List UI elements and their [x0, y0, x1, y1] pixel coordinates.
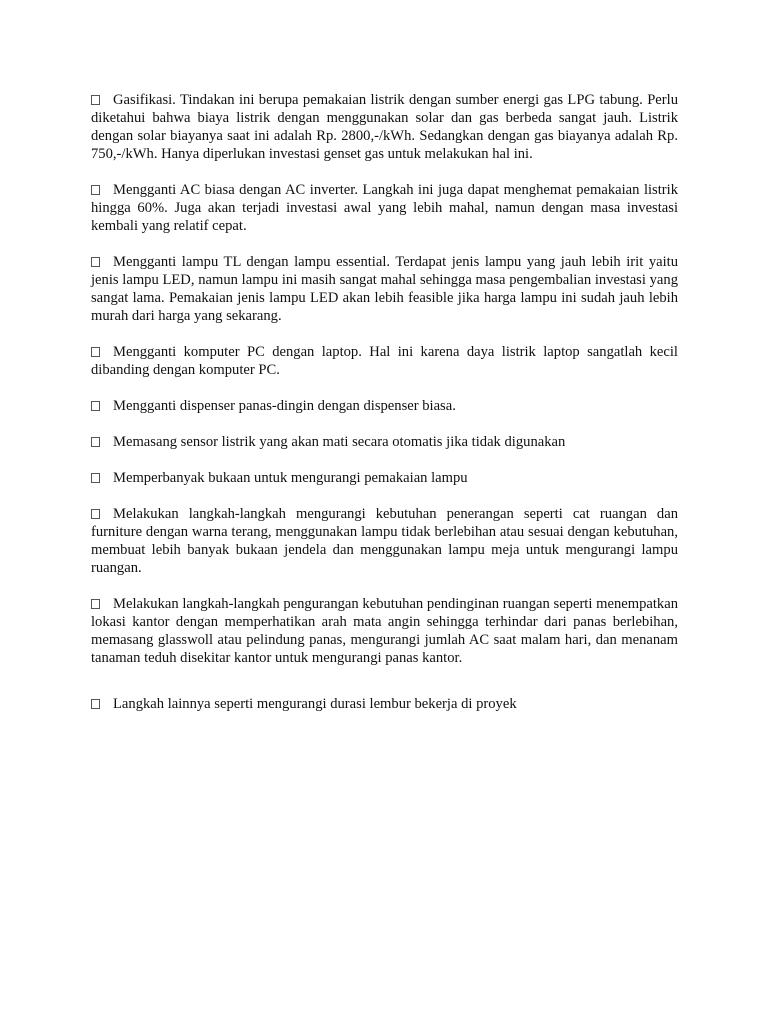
- list-item-text: Memasang sensor listrik yang akan mati secara otomatis jika tidak digunakan: [113, 434, 566, 450]
- list-item: [91, 695, 678, 713]
- list-item: [91, 343, 678, 379]
- list-item-text: Mengganti lampu TL dengan lampu essential. Terdapat jenis lampu yang jauh lebih irit yaitu jenis lampu LED, namun lampu ini masih sangat mahal sehingga masa pengembalian investasi yang sangat lama. Pemakaian jenis lampu LED akan lebih feasible jika harga lampu ini sudah jauh lebih murah dari harga yang sekarang.: [91, 254, 678, 324]
- list-item-text: Mengganti AC biasa dengan AC inverter. Langkah ini juga dapat menghemat pemakaian listrik hingga 60%. Juga akan terjadi investasi awal yang lebih mahal, namun dengan masa investasi kembali yang relatif cepat.: [91, 182, 678, 234]
- list-item-text: Gasifikasi. Tindakan ini berupa pemakaian listrik dengan sumber energi gas LPG tabung. Perlu diketahui bahwa biaya listrik dengan menggunakan solar dan gas berbeda sangat jauh. Listrik dengan solar biayanya saat ini adalah Rp. 2800,-/kWh. Sedangkan dengan gas biayanya adalah Rp. 750,-/kWh. Hanya diperlukan investasi genset gas untuk melakukan hal ini.: [91, 92, 678, 162]
- list-item: [91, 91, 678, 163]
- list-item: [91, 253, 678, 325]
- bullet-icon: [91, 509, 100, 519]
- bullet-icon: [91, 699, 100, 709]
- list-item: [91, 181, 678, 235]
- bullet-icon: [91, 401, 100, 411]
- bullet-icon: [91, 185, 100, 195]
- bullet-icon: [91, 437, 100, 447]
- list-item: [91, 397, 678, 415]
- list-item-text: Melakukan langkah-langkah mengurangi kebutuhan penerangan seperti cat ruangan dan furniture dengan warna terang, menggunakan lampu tidak berlebihan atau sesuai dengan kebutuhan, membuat lebih banyak bukaan jendela dan menggunakan lampu meja untuk mengurangi lampu ruangan.: [91, 506, 678, 576]
- bullet-icon: [91, 347, 100, 357]
- bullet-icon: [91, 473, 100, 483]
- list-item-text: Melakukan langkah-langkah pengurangan kebutuhan pendinginan ruangan seperti menempatkan lokasi kantor dengan memperhatikan arah mata angin sehingga terhindar dari panas berlebihan, memasang glasswoll atau pelindung panas, mengurangi jumlah AC saat malam hari, dan menanam tanaman teduh disekitar kantor untuk mengurangi panas kantor.: [91, 596, 678, 666]
- list-item: [91, 433, 678, 451]
- list-item-text: Mengganti komputer PC dengan laptop. Hal ini karena daya listrik laptop sangatlah kecil dibanding dengan komputer PC.: [91, 344, 678, 378]
- list-item-text: Memperbanyak bukaan untuk mengurangi pemakaian lampu: [113, 470, 468, 486]
- list-item-text: Mengganti dispenser panas-dingin dengan dispenser biasa.: [113, 398, 456, 414]
- list-item: [91, 595, 678, 667]
- list-item-text: Langkah lainnya seperti mengurangi durasi lembur bekerja di proyek: [113, 696, 517, 712]
- bullet-icon: [91, 95, 100, 105]
- bullet-icon: [91, 257, 100, 267]
- list-item: [91, 469, 678, 487]
- list-item: [91, 505, 678, 577]
- bullet-icon: [91, 599, 100, 609]
- document-page: [91, 91, 678, 731]
